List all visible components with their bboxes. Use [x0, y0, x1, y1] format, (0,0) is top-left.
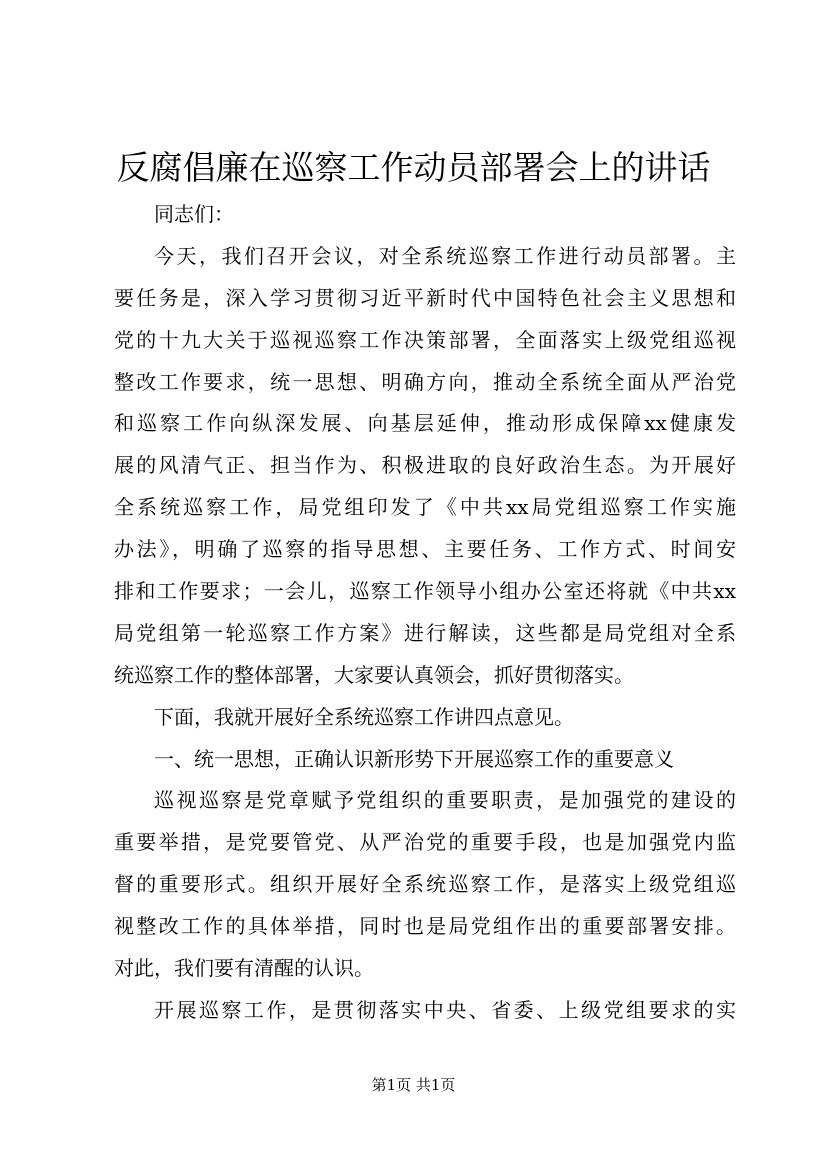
section-heading: 一、统一思想，正确认识新形势下开展巡察工作的重要意义 [154, 746, 674, 771]
paragraph-line: 整改工作要求，统一思想、明确方向，推动全系统全面从严治党 [114, 369, 736, 394]
paragraph-line: 办法》，明确了巡察的指导思想、主要任务、工作方式、时间安 [114, 537, 736, 562]
paragraph-line: 重要举措，是党要管党、从严治党的重要手段，也是加强党内监 [114, 830, 736, 855]
paragraph-line: 统巡察工作的整体部署，大家要认真领会，抓好贯彻落实。 [114, 662, 634, 687]
paragraph-line: 党的十九大关于巡视巡察工作决策部署，全面落实上级党组巡视 [114, 327, 736, 352]
salutation-line: 同志们： [154, 202, 234, 226]
page-footer: 第1页 共1页 [371, 1076, 456, 1094]
document-body [114, 194, 736, 1032]
paragraph-line: 视整改工作的具体举措，同时也是局党组作出的重要部署安排。 [114, 914, 736, 939]
paragraph-line: 和巡察工作向纵深发展、向基层延伸，推动形成保障xx健康发 [114, 411, 736, 436]
paragraph-line: 排和工作要求；一会儿，巡察工作领导小组办公室还将就《中共xx [114, 579, 736, 604]
paragraph-line: 今天，我们召开会议，对全系统巡察工作进行动员部署。主 [154, 243, 736, 268]
paragraph-line: 督的重要形式。组织开展好全系统巡察工作，是落实上级党组巡 [114, 872, 736, 897]
paragraph-line: 巡视巡察是党章赋予党组织的重要职责，是加强党的建设的 [154, 788, 736, 813]
paragraph-line: 要任务是，深入学习贯彻习近平新时代中国特色社会主义思想和 [114, 285, 736, 310]
paragraph-line: 全系统巡察工作，局党组印发了《中共xx局党组巡察工作实施 [114, 495, 736, 520]
paragraph-line: 对此，我们要有清醒的认识。 [114, 956, 374, 981]
paragraph-line: 展的风清气正、担当作为、积极进取的良好政治生态。为开展好 [114, 453, 736, 478]
paragraph-line: 局党组第一轮巡察工作方案》进行解读，这些都是局党组对全系 [114, 620, 736, 645]
paragraph-line: 开展巡察工作，是贯彻落实中央、省委、上级党组要求的实 [154, 997, 736, 1022]
paragraph-line: 下面，我就开展好全系统巡察工作讲四点意见。 [154, 704, 574, 729]
document-title: 反腐倡廉在巡察工作动员部署会上的讲话 [116, 148, 711, 187]
